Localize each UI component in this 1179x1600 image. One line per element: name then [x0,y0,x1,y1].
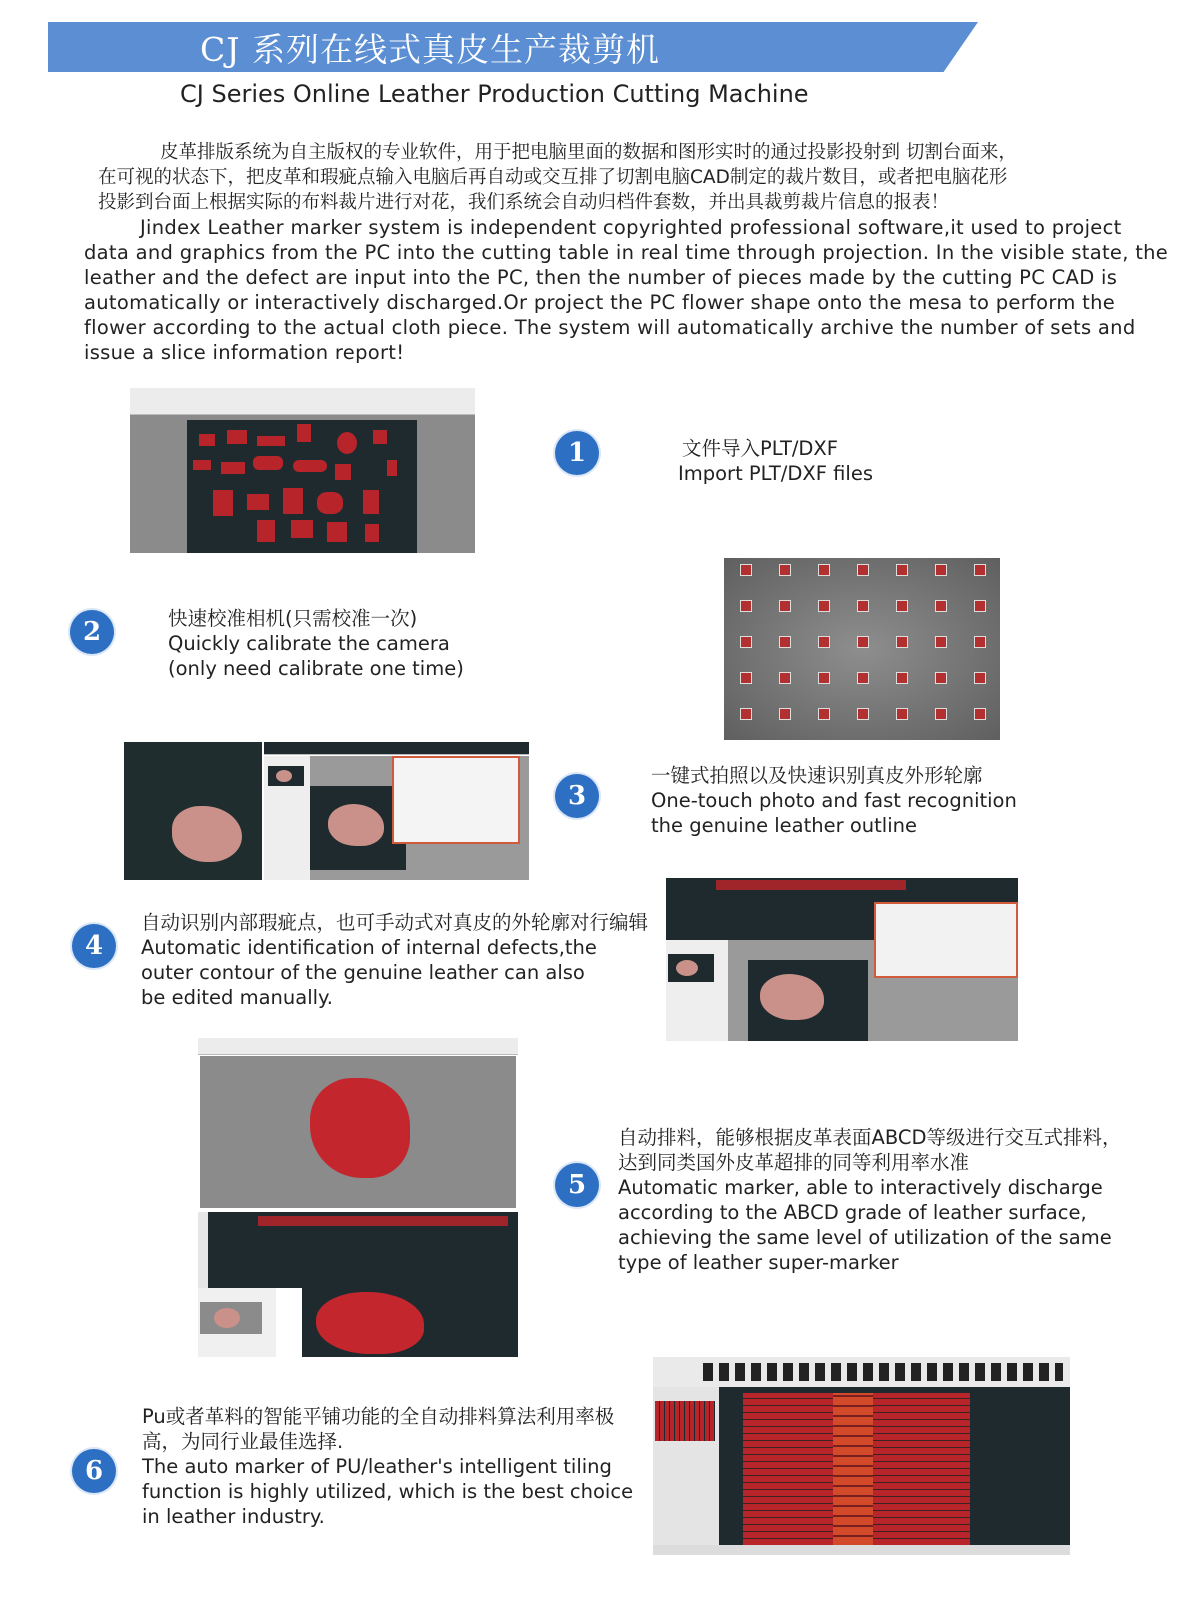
step-3-en: the genuine leather outline [651,814,917,837]
page-subtitle: CJ Series Online Leather Production Cutting Machine [180,80,809,108]
calibration-dot [818,708,830,720]
step-1-cn: 文件导入PLT/DXF [682,437,839,460]
step-6-en: The auto marker of PU/leather's intelligent tiling [142,1455,612,1478]
step-1-en: Import PLT/DXF files [678,462,873,485]
step-5-text [618,1125,1122,1275]
step-4-cn: 自动识别内部瑕疵点，也可手动式对真皮的外轮廓对行编辑 [141,911,649,934]
calibration-dot [818,600,830,612]
calibration-dot [974,564,986,576]
calibration-dot [740,672,752,684]
calibration-dot [779,672,791,684]
calibration-dot [857,600,869,612]
step-6-en: in leather industry. [142,1505,325,1528]
step-2-cn: 快速校准相机(只需校准一次) [168,607,418,630]
calibration-dot [974,708,986,720]
step-4-text [141,910,648,1010]
calibration-dot [935,564,947,576]
calibration-dot [935,636,947,648]
calibration-dot [974,600,986,612]
calibration-dot [857,672,869,684]
step-2-text [168,606,464,681]
calibration-dot [818,564,830,576]
screenshot-calibration-grid [724,558,1000,740]
screenshot-defect-edit [666,878,1018,1041]
step-6-cn: 高，为同行业最佳选择. [142,1430,344,1453]
calibration-dot [974,636,986,648]
step-5-en: achieving the same level of utilization of the same [618,1226,1112,1249]
step-5-badge: 5 [555,1163,599,1207]
calibration-dot [896,708,908,720]
calibration-dot [857,636,869,648]
screenshot-tiling-marker [653,1357,1070,1555]
step-2-badge: 2 [70,610,114,654]
calibration-dot [935,672,947,684]
calibration-dot [740,708,752,720]
step-1-text [678,436,873,486]
step-6-cn: Pu或者革料的智能平铺功能的全自动排料算法利用率极 [142,1405,615,1428]
calibration-dot [779,636,791,648]
page-title: CJ 系列在线式真皮生产裁剪机 [200,30,660,69]
step-5-cn: 自动排料，能够根据皮革表面ABCD等级进行交互式排料， [618,1126,1122,1149]
calibration-dot [896,564,908,576]
calibration-dot [779,600,791,612]
step-4-en: be edited manually. [141,986,333,1009]
calibration-dot [818,672,830,684]
step-1-badge: 1 [555,431,599,475]
calibration-dot [896,636,908,648]
step-2-en: Quickly calibrate the camera [168,632,450,655]
step-6-en: function is highly utilized, which is the best choice [142,1480,634,1503]
step-5-en: type of leather super-marker [618,1251,899,1274]
step-6-text [142,1404,633,1529]
intro-cn-line: 在可视的状态下，把皮革和瑕疵点输入电脑后再自动或交互排了切割电脑CAD制定的裁片数目，或者把电脑花形 [98,167,1008,188]
step-5-en: according to the ABCD grade of leather surface, [618,1201,1087,1224]
intro-en-text: Jindex Leather marker system is independent copyrighted professional software,it used to project data and graphics from the PC into the cutting table in real time through projection. In the visible state, the leather and the defect are input into the PC, then the number of pieces made by the cutting PC CAD is automatically or interactively discharged.Or project the PC flower shape onto the mesa to perform the flower according to the actual cloth piece. The system will automatically archive the number of sets and issue a slice information report! [84,216,1169,364]
screenshot-import-files [130,388,475,553]
calibration-dot [740,636,752,648]
calibration-dot [740,600,752,612]
calibration-dot [779,708,791,720]
step-5-en: Automatic marker, able to interactively discharge [618,1176,1103,1199]
screenshot-photo-recognition [124,742,529,880]
calibration-dot [740,564,752,576]
step-3-cn: 一键式拍照以及快速识别真皮外形轮廓 [651,764,983,787]
screenshot-auto-marker [198,1038,518,1357]
intro-paragraph [84,140,1172,365]
calibration-dot [779,564,791,576]
calibration-dot [857,708,869,720]
step-4-en: Automatic identification of internal defects,the [141,936,597,959]
intro-cn-line: 投影到台面上根据实际的布料裁片进行对花，我们系统会自动归档件套数，并出具裁剪裁片信息的报表！ [98,192,950,213]
step-3-text [651,763,1017,838]
step-2-en: (only need calibrate one time) [168,657,464,680]
intro-cn-line: 皮革排版系统为自主版权的专业软件，用于把电脑里面的数据和图形实时的通过投影投射到 切割台面来， [160,142,1017,163]
step-3-en: One-touch photo and fast recognition [651,789,1017,812]
step-4-badge: 4 [72,924,116,968]
calibration-dot [896,672,908,684]
step-3-badge: 3 [555,774,599,818]
step-5-cn: 达到同类国外皮革超排的同等利用率水准 [618,1151,970,1174]
step-6-badge: 6 [72,1449,116,1493]
calibration-dot [935,708,947,720]
calibration-dot [818,636,830,648]
calibration-dot [935,600,947,612]
step-4-en: outer contour of the genuine leather can also [141,961,585,984]
calibration-dot [974,672,986,684]
calibration-dot [857,564,869,576]
calibration-dot [896,600,908,612]
